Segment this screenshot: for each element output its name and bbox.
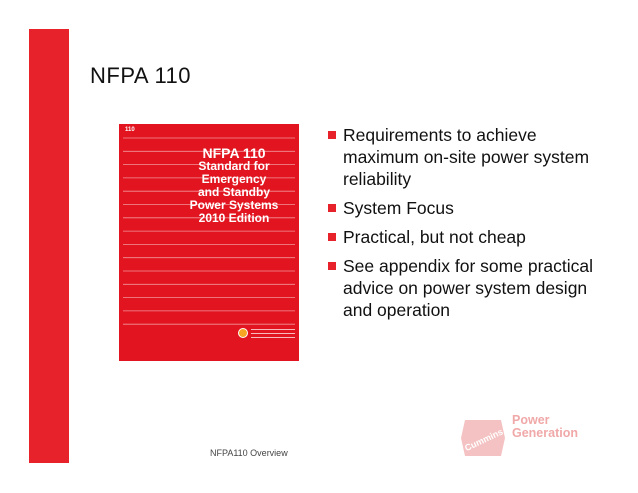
book-subtitle-line: and Standby: [197, 185, 270, 199]
accent-bar: [29, 29, 69, 463]
bullet-text: System Focus: [343, 198, 454, 218]
bullet-square-icon: [328, 131, 336, 139]
bullet-text: Practical, but not cheap: [343, 227, 526, 247]
book-subtitle-line: 2010 Edition: [198, 211, 270, 225]
book-subtitle-line: Standard for: [198, 159, 270, 173]
bullet-item: [325, 124, 595, 190]
bullet-text: See appendix for some practical advice on power system design and operation: [343, 256, 593, 320]
book-subtitle-line: Emergency: [201, 172, 267, 186]
slide-footer: NFPA110 Overview: [210, 448, 288, 458]
bullet-square-icon: [328, 233, 336, 241]
bullet-square-icon: [328, 262, 336, 270]
book-fine-print: [251, 329, 295, 341]
book-subtitle-line: Power Systems: [189, 198, 279, 212]
nfpa-110-book-cover: [119, 124, 299, 361]
bullet-text: Requirements to achieve maximum on-site power system reliability: [343, 125, 590, 189]
book-title-block: [169, 147, 299, 225]
slide-title: NFPA 110: [90, 63, 192, 88]
book-number: 110: [125, 127, 135, 133]
brand-line-power: Power: [512, 413, 550, 427]
cummins-emblem-icon: [457, 414, 509, 462]
bullet-square-icon: [328, 204, 336, 212]
brand-wordmark: [512, 414, 578, 440]
bullet-item: [325, 197, 595, 219]
bullet-item: [325, 226, 595, 248]
bullet-item: [325, 255, 595, 321]
book-title: NFPA 110: [202, 145, 266, 161]
bullet-list: [325, 124, 595, 328]
svg-text:Cummins: Cummins: [463, 426, 505, 454]
nfpa-logo-icon: [238, 328, 248, 338]
brand-line-generation: Generation: [512, 426, 578, 440]
cummins-power-generation-logo: [457, 410, 597, 465]
